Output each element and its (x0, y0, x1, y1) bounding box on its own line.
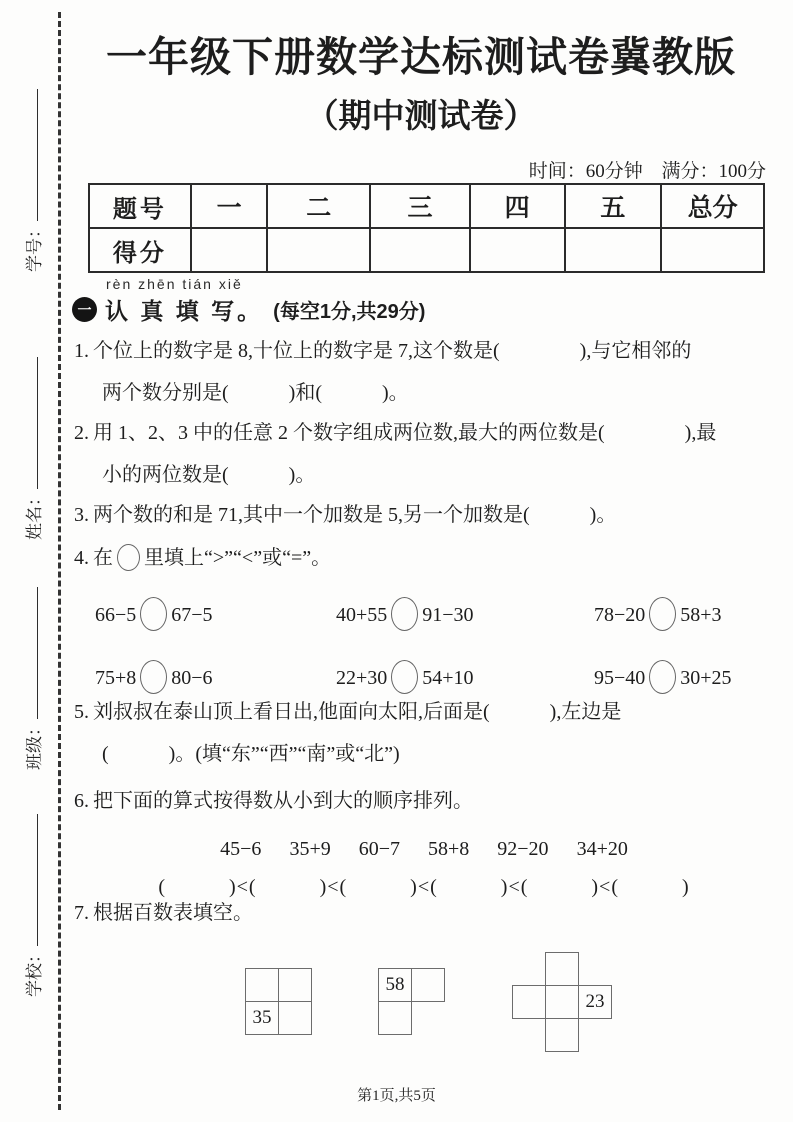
score-table-score-row (89, 228, 764, 272)
compare-circle-icon (140, 597, 167, 631)
grid-cell (545, 985, 579, 1019)
grid-cell (245, 968, 279, 1002)
score-header-cell: 二 (267, 184, 370, 228)
question-7-figures (74, 930, 774, 1080)
expression: 45−6 (220, 838, 262, 860)
question-2-line-1: 2. 用 1、2、3 中的任意 2 个数字组成两位数,最大的两位数是( ),最 (74, 422, 717, 444)
question-1-line-2: 两个数分别是( )和( )。 (102, 382, 409, 404)
grid-cell: 23 (578, 985, 612, 1019)
compare-circle-icon (391, 597, 418, 631)
expression: 35+9 (289, 838, 331, 860)
score-table-header-row (89, 184, 764, 228)
comparison-item: 40+55 91−30 (336, 597, 474, 631)
exam-time: 时间：60分钟 (528, 161, 643, 182)
question-4 (74, 543, 774, 723)
score-header-cell: 四 (470, 184, 565, 228)
exam-full-score: 满分：100分 (661, 161, 766, 182)
page-title: 一年级下册数学达标测试卷冀教版 (106, 34, 736, 80)
grid-cell (545, 1018, 579, 1052)
question-7: 7. 根据百数表填空。 (74, 902, 253, 924)
section-1-pinyin: rèn zhēn tián xiě (106, 276, 243, 292)
comparison-item: 75+8 80−6 (95, 660, 213, 694)
class-field (20, 587, 45, 770)
question-1-line-1: 1. 个位上的数字是 8,十位上的数字是 7,这个数是( ),与它相邻的 (74, 340, 692, 362)
section-1-points: (每空1分,共29分) (273, 301, 426, 323)
grid-cell (278, 1001, 312, 1035)
grid-cell (278, 968, 312, 1002)
section-number-badge: 一 (72, 297, 97, 322)
compare-circle-icon (649, 597, 676, 631)
question-5-line-2: ( )。(填“东”“西”“南”或“北”) (102, 743, 400, 765)
question-5 (74, 697, 774, 769)
page-footer: 第1页,共5页 (357, 1088, 436, 1104)
question-5-line-1: 5. 刘叔叔在泰山顶上看日出,他面向太阳,后面是( ),左边是 (74, 701, 622, 723)
grid-cell: 35 (245, 1001, 279, 1035)
expression: 34+20 (576, 838, 628, 860)
score-header-cell: 一 (191, 184, 268, 228)
question-2 (74, 418, 774, 490)
score-header-cell: 总分 (661, 184, 764, 228)
section-1-header (72, 276, 425, 326)
grid-cell (378, 1001, 412, 1035)
expression: 60−7 (358, 838, 400, 860)
question-4-prompt: 4. 在 里填上“>”“<”或“=”。 (74, 543, 774, 573)
expression: 92−20 (497, 838, 549, 860)
score-header-cell: 五 (565, 184, 662, 228)
compare-circle-icon (649, 660, 676, 694)
question-4-row-1 (74, 597, 774, 660)
student-number-field (20, 89, 45, 272)
grid-cell: 58 (378, 968, 412, 1002)
score-table (88, 183, 765, 273)
exam-meta (515, 156, 766, 183)
grid-cell (411, 968, 445, 1002)
compare-circle-icon (140, 660, 167, 694)
score-header-cell: 三 (370, 184, 470, 228)
question-2-line-2: 小的两位数是( )。 (102, 464, 316, 486)
score-cell (565, 228, 662, 272)
compare-circle-icon (117, 544, 140, 571)
section-1-title: 认 真 填 写。 (105, 298, 264, 324)
score-row-label: 得分 (89, 228, 191, 272)
score-cell (267, 228, 370, 272)
student-name-label: 姓名： (25, 489, 44, 540)
school-label: 学校： (25, 946, 44, 997)
score-cell (661, 228, 764, 272)
score-cell (470, 228, 565, 272)
question-1 (74, 336, 774, 408)
grid-cell (512, 985, 546, 1019)
cut-dashed-line (58, 12, 61, 1110)
comparison-item: 66−5 67−5 (95, 597, 213, 631)
school-blank (36, 814, 38, 946)
student-name-field (20, 357, 45, 540)
question-6-prompt: 6. 把下面的算式按得数从小到大的顺序排列。 (74, 790, 473, 812)
comparison-item: 22+30 54+10 (336, 660, 474, 694)
student-number-blank (36, 89, 38, 221)
compare-circle-icon (391, 660, 418, 694)
score-cell (370, 228, 470, 272)
class-label: 班级： (25, 719, 44, 770)
question-3: 3. 两个数的和是 71,其中一个加数是 5,另一个加数是( )。 (74, 504, 617, 526)
student-name-blank (36, 357, 38, 489)
comparison-item: 95−40 30+25 (594, 660, 732, 694)
score-header-cell: 题号 (89, 184, 191, 228)
school-field (20, 814, 45, 997)
question-6-answer-blanks: ( )<( )<( )<( )<( )<( ) (158, 876, 690, 898)
class-blank (36, 587, 38, 719)
comparison-item: 78−20 58+3 (594, 597, 722, 631)
question-6 (74, 786, 774, 902)
student-number-label: 学号： (25, 221, 44, 272)
score-cell (191, 228, 268, 272)
expression: 58+8 (428, 838, 470, 860)
question-6-expressions (74, 834, 774, 864)
grid-cell (545, 952, 579, 986)
page-subtitle: （期中测试卷） (305, 99, 537, 135)
